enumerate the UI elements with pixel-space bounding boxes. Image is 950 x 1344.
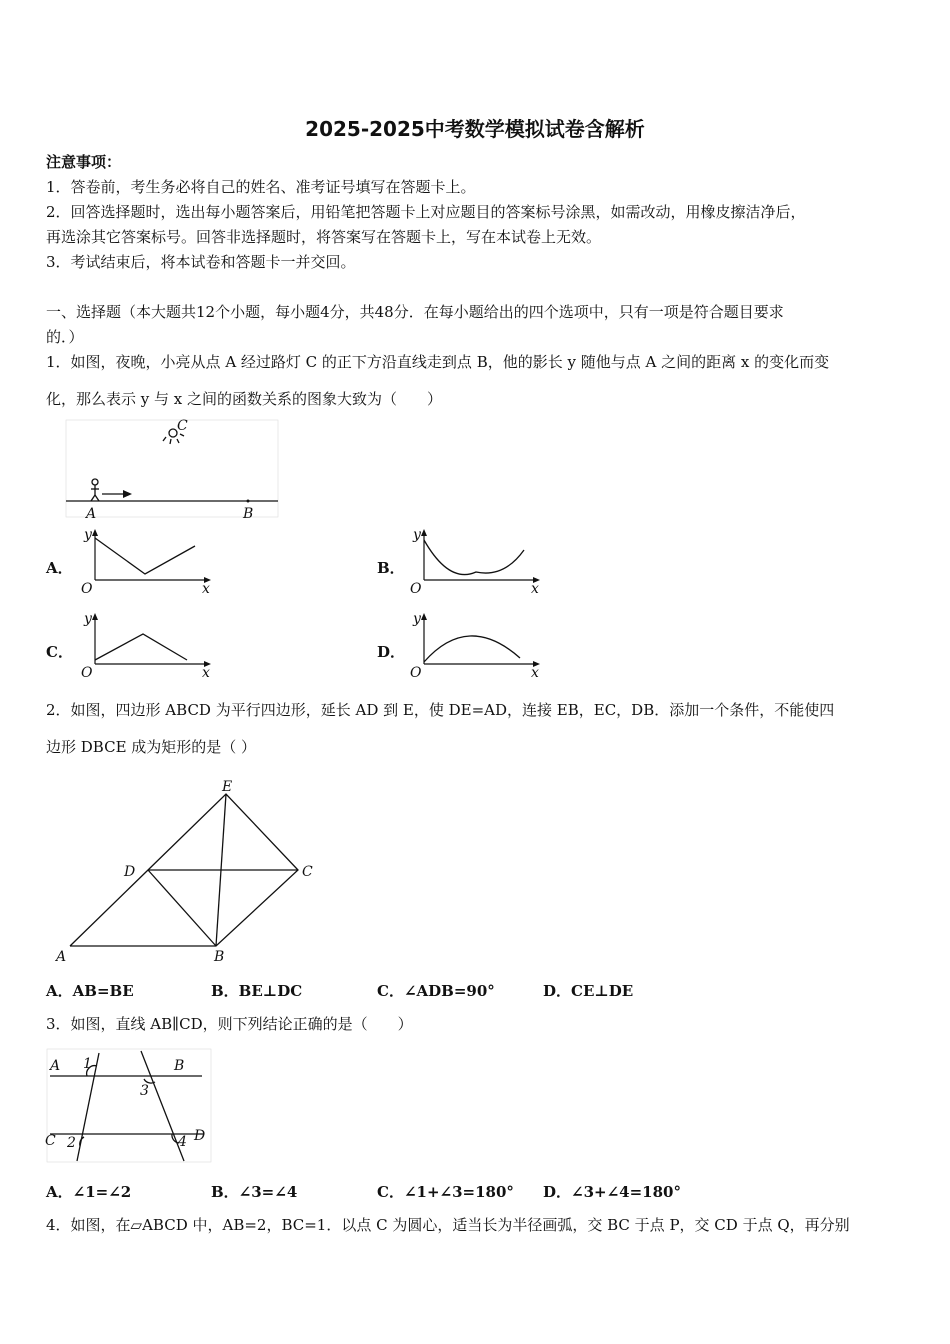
x-label: x	[531, 581, 539, 597]
q3-option-b[interactable]: B．∠3=∠4	[211, 1183, 298, 1201]
q3-figure	[44, 1047, 216, 1165]
q2-figure	[50, 775, 330, 970]
label-b: B	[214, 949, 225, 965]
arrow-head-icon	[123, 490, 132, 498]
notice-item-2b: 再选涂其它答案标号。回答非选择题时，将答案写在答题卡上，写在本试卷上无效。	[46, 228, 602, 246]
y-label: y	[84, 611, 92, 627]
graph-curve	[424, 636, 520, 662]
y-arrow-icon	[92, 529, 98, 536]
segment-db	[148, 870, 216, 946]
q1-figure	[60, 418, 285, 523]
q1-option-b-graph[interactable]	[404, 526, 544, 598]
notice-item-2a: 2．回答选择题时，选出每小题答案后，用铅笔把答题卡上对应题目的答案标号涂黑，如需改动，用橡皮擦洁净后，	[46, 203, 806, 221]
notice-item-1: 1．答卷前，考生务必将自己的姓名、准考证号填写在答题卡上。	[46, 178, 476, 196]
graph-curve	[95, 634, 187, 660]
person-icon	[91, 479, 99, 501]
label-b: B	[243, 506, 254, 522]
q2-option-b[interactable]: B．BE⊥DC	[211, 982, 303, 1000]
angle-label-1: 1	[83, 1056, 92, 1072]
q1-option-a-label[interactable]: A．	[46, 559, 73, 577]
q3-stem: 3．如图，直线 AB∥CD，则下列结论正确的是（ ）	[46, 1015, 413, 1033]
y-arrow-icon	[421, 613, 427, 620]
y-label: y	[413, 527, 421, 543]
origin-label: O	[410, 581, 422, 597]
y-arrow-icon	[92, 613, 98, 620]
x-label: x	[202, 665, 210, 681]
angle-label-4: 4	[178, 1134, 187, 1150]
label-c: C	[177, 418, 188, 434]
page-title: 2025-2025中考数学模拟试卷含解析	[305, 117, 645, 141]
x-label: x	[531, 665, 539, 681]
q2-stem-line1: 2．如图，四边形 ABCD 为平行四边形，延长 AD 到 E，使 DE=AD，连接 EB，EC，DB．添加一个条件，不能使四	[46, 701, 835, 719]
q1-stem-line2: 化，那么表示 y 与 x 之间的函数关系的图象大致为（ ）	[46, 390, 443, 408]
y-label: y	[84, 527, 92, 543]
q1-option-a-graph[interactable]	[75, 526, 215, 598]
q3-option-d[interactable]: D．∠3+∠4=180°	[543, 1183, 681, 1201]
q2-option-d[interactable]: D．CE⊥DE	[543, 982, 634, 1000]
graph-curve	[95, 538, 195, 574]
origin-label: O	[81, 581, 93, 597]
section-heading-line2: 的．）	[46, 328, 84, 346]
label-c: C	[302, 864, 313, 880]
q4-stem-line1: 4．如图，在▱ABCD 中，AB=2，BC=1．以点 C 为圆心，适当长为半径画弧，交 BC 于点 P，交 CD 于点 Q，再分别	[46, 1216, 850, 1234]
q1-option-c-label[interactable]: C．	[46, 643, 73, 661]
label-e: E	[222, 779, 233, 795]
label-a: A	[86, 506, 97, 522]
y-arrow-icon	[421, 529, 427, 536]
label-a: A	[56, 949, 67, 965]
q1-option-c-graph[interactable]	[75, 610, 215, 682]
label-a: A	[50, 1058, 61, 1074]
label-d: D	[194, 1128, 206, 1144]
q1-option-d-graph[interactable]	[404, 610, 544, 682]
notice-item-3: 3．考试结束后，将本试卷和答题卡一并交回。	[46, 253, 356, 271]
x-label: x	[202, 581, 210, 597]
q2-option-a[interactable]: A．AB=BE	[46, 982, 134, 1000]
point-b-dot	[247, 500, 250, 503]
origin-label: O	[410, 665, 422, 681]
q3-option-a[interactable]: A．∠1=∠2	[46, 1183, 132, 1201]
y-label: y	[413, 611, 421, 627]
graph-curve	[424, 540, 524, 575]
label-c: C	[45, 1133, 56, 1149]
label-b: B	[174, 1058, 185, 1074]
q3-option-c[interactable]: C．∠1+∠3=180°	[377, 1183, 514, 1201]
angle-label-3: 3	[140, 1083, 149, 1099]
origin-label: O	[81, 665, 93, 681]
notice-heading: 注意事项：	[46, 153, 122, 171]
label-d: D	[124, 864, 136, 880]
section-heading-line1: 一、选择题（本大题共12个小题，每小题4分，共48分．在每小题给出的四个选项中，只有一项是符合题目要求	[46, 303, 784, 321]
q2-option-c[interactable]: C．∠ADB=90°	[377, 982, 495, 1000]
angle-label-2: 2	[67, 1135, 76, 1151]
q2-stem-line2: 边形 DBCE 成为矩形的是（ ）	[46, 738, 257, 756]
q1-stem-line1: 1．如图，夜晚，小亮从点 A 经过路灯 C 的正下方沿直线走到点 B，他的影长 y 随他与点 A 之间的距离 x 的变化而变	[46, 353, 830, 371]
angle-2-arc	[80, 1137, 84, 1146]
q1-option-b-label[interactable]: B．	[377, 559, 405, 577]
q1-option-d-label[interactable]: D．	[377, 643, 406, 661]
